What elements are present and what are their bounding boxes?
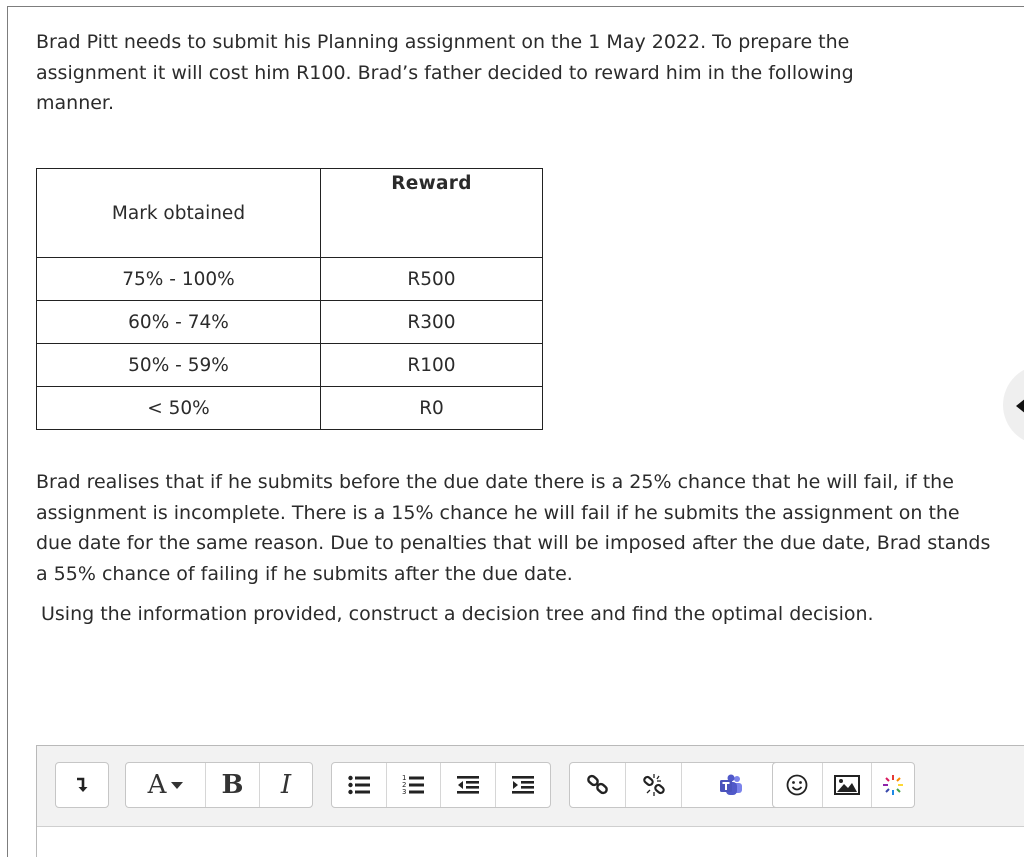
outdent-button[interactable] — [441, 763, 496, 807]
link-icon — [586, 773, 610, 797]
reward-cell: R500 — [321, 258, 543, 301]
font-style-icon: A — [147, 770, 167, 800]
image-button[interactable] — [823, 763, 873, 807]
svg-text:1: 1 — [402, 774, 407, 782]
link-button[interactable] — [570, 763, 626, 807]
unordered-list-button[interactable] — [332, 763, 387, 807]
unlink-icon — [642, 773, 666, 797]
emoji-button[interactable] — [773, 763, 823, 807]
table-row — [37, 258, 543, 301]
teams-meeting-button[interactable] — [682, 763, 780, 807]
editor-content-area[interactable] — [37, 826, 1024, 867]
table-row — [37, 387, 543, 430]
italic-icon: I — [280, 770, 292, 800]
toolbar-group-insert — [772, 762, 915, 808]
sparkle-button[interactable] — [872, 763, 914, 807]
font-style-button[interactable] — [126, 763, 206, 807]
caret-down-icon — [171, 782, 183, 789]
bold-icon: B — [221, 770, 244, 800]
ordered-list-button[interactable] — [387, 763, 442, 807]
image-icon — [834, 775, 860, 795]
unlink-button[interactable] — [626, 763, 682, 807]
reward-table — [36, 168, 543, 430]
toolbar-group-collapse — [55, 762, 109, 808]
question-frame — [7, 6, 1024, 857]
header-reward: Reward — [321, 169, 543, 258]
indent-button[interactable] — [496, 763, 551, 807]
question-instruction: Using the information provided, construct a decision tree and find the optimal decision. — [41, 603, 874, 625]
ordered-list-icon — [402, 774, 424, 796]
text-editor — [36, 745, 1024, 857]
bold-button[interactable] — [206, 763, 260, 807]
header-mark-obtained: Mark obtained — [37, 169, 321, 258]
svg-text:3: 3 — [402, 788, 407, 796]
toolbar-group-lists — [331, 762, 551, 808]
mark-range-cell: 75% - 100% — [37, 258, 321, 301]
svg-text:2: 2 — [402, 781, 407, 789]
emoji-icon — [786, 774, 808, 796]
mark-range-cell: 50% - 59% — [37, 344, 321, 387]
table-row — [37, 301, 543, 344]
collapse-toolbar-icon — [75, 776, 89, 794]
toolbar-group-links — [569, 762, 781, 808]
teams-meeting-icon — [718, 773, 744, 797]
collapse-toolbar-button[interactable] — [56, 763, 108, 807]
chevron-left-icon — [1016, 398, 1024, 414]
reward-cell: R300 — [321, 301, 543, 344]
toolbar-group-format — [125, 762, 313, 808]
reward-cell: R0 — [321, 387, 543, 430]
outdent-icon — [457, 776, 479, 794]
reward-cell: R100 — [321, 344, 543, 387]
italic-button[interactable] — [260, 763, 312, 807]
table-row — [37, 344, 543, 387]
indent-icon — [512, 776, 534, 794]
mark-range-cell: < 50% — [37, 387, 321, 430]
question-scenario: Brad realises that if he submits before the due date there is a 25% chance that he will fail, if the assignment is incomplete. There is a 15% chance he will fail if he submits the assignment on the due date for the same reason. Due to penalties that will be imposed after the due date, Brad stands a 55% chance of failing if he submits after the due date. — [36, 471, 991, 585]
question-intro: Brad Pitt needs to submit his Planning assignment on the 1 May 2022. To prepare the assignment it will cost him R100. Brad’s father decided to reward him in the following manner. — [36, 31, 854, 114]
unordered-list-icon — [348, 775, 370, 795]
sparkle-icon — [881, 773, 905, 797]
mark-range-cell: 60% - 74% — [37, 301, 321, 344]
